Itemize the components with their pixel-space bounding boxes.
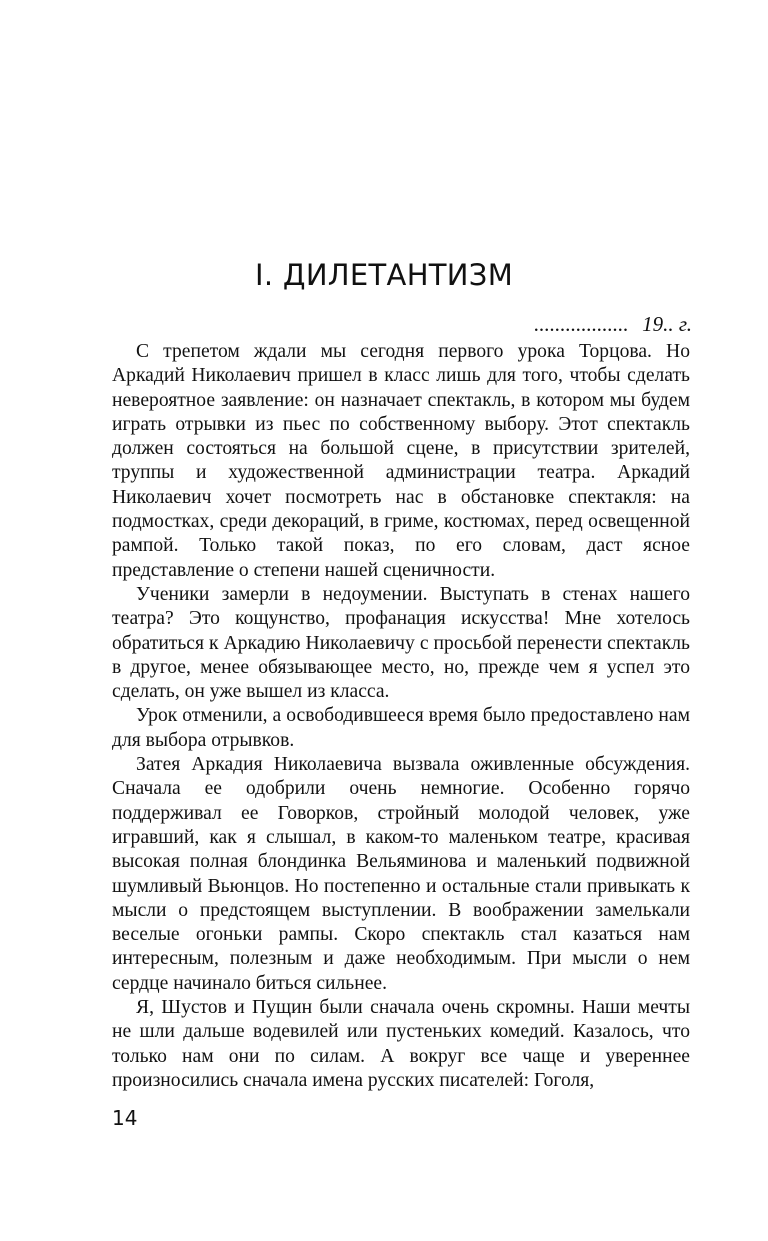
body-text	[112, 340, 690, 1093]
paragraph: Затея Аркадия Николаевича вызвала оживленные обсуждения. Сначала ее одобрили очень немногие. Особенно горячо поддерживал ее Говорков, стройный молодой человек, уже игравший, как я слышал, в каком-то маленьком театре, красивая высокая полная блондинка Вельяминова и маленький подвижной шумливый Вьюнцов. Но постепенно и остальные стали привыкать к мысли о предстоящем выступлении. В воображении замелькали веселые огоньки рампы. Скоро спектакль стал казаться нам интересным, полезным и даже необходимым. При мысли о нем сердце начинало биться сильнее.	[112, 754, 690, 994]
dateline-dots: ..................	[533, 312, 629, 336]
paragraph: Урок отменили, а освободившееся время было предоставлено нам для выбора отрывков.	[112, 705, 690, 751]
paragraph: Ученики замерли в недоумении. Выступать в стенах нашего театра? Это кощунство, профанация искусства! Мне хотелось обратиться к Аркадию Николаевичу с просьбой перенести спектакль в другое, менее обязывающее место, но, прежде чем я успел это сделать, он уже вышел из класса.	[112, 583, 690, 703]
paragraph: С трепетом ждали мы сегодня первого урока Торцова. Но Аркадий Николаевич пришел в класс лишь для того, чтобы сделать невероятное заявление: он назначает спектакль, в котором мы будем играть отрывки из пьес по собственному выбору. Этот спектакль должен состояться на большой сцене, в присутствии зрителей, труппы и художественной администрации театра. Аркадий Николаевич хочет посмотреть нас в обстановке спектакля: на подмостках, среди декораций, в гриме, костюмах, перед освещенной рампой. Только такой показ, по его словам, даст ясное представление о степени нашей сценичности.	[112, 341, 690, 581]
page-number: 14	[112, 1106, 138, 1130]
chapter-title: I. ДИЛЕТАНТИЗМ	[254, 258, 514, 292]
paragraph: Я, Шустов и Пущин были сначала очень скромны. Наши мечты не шли дальше водевилей или пустеньких комедий. Казалось, что только нам они по силам. А вокруг все чаще и увереннее произносились сначала имена русских писателей: Гоголя,	[112, 997, 690, 1091]
chapter-dateline	[534, 312, 692, 337]
dateline-date: 19.. г.	[642, 312, 692, 336]
